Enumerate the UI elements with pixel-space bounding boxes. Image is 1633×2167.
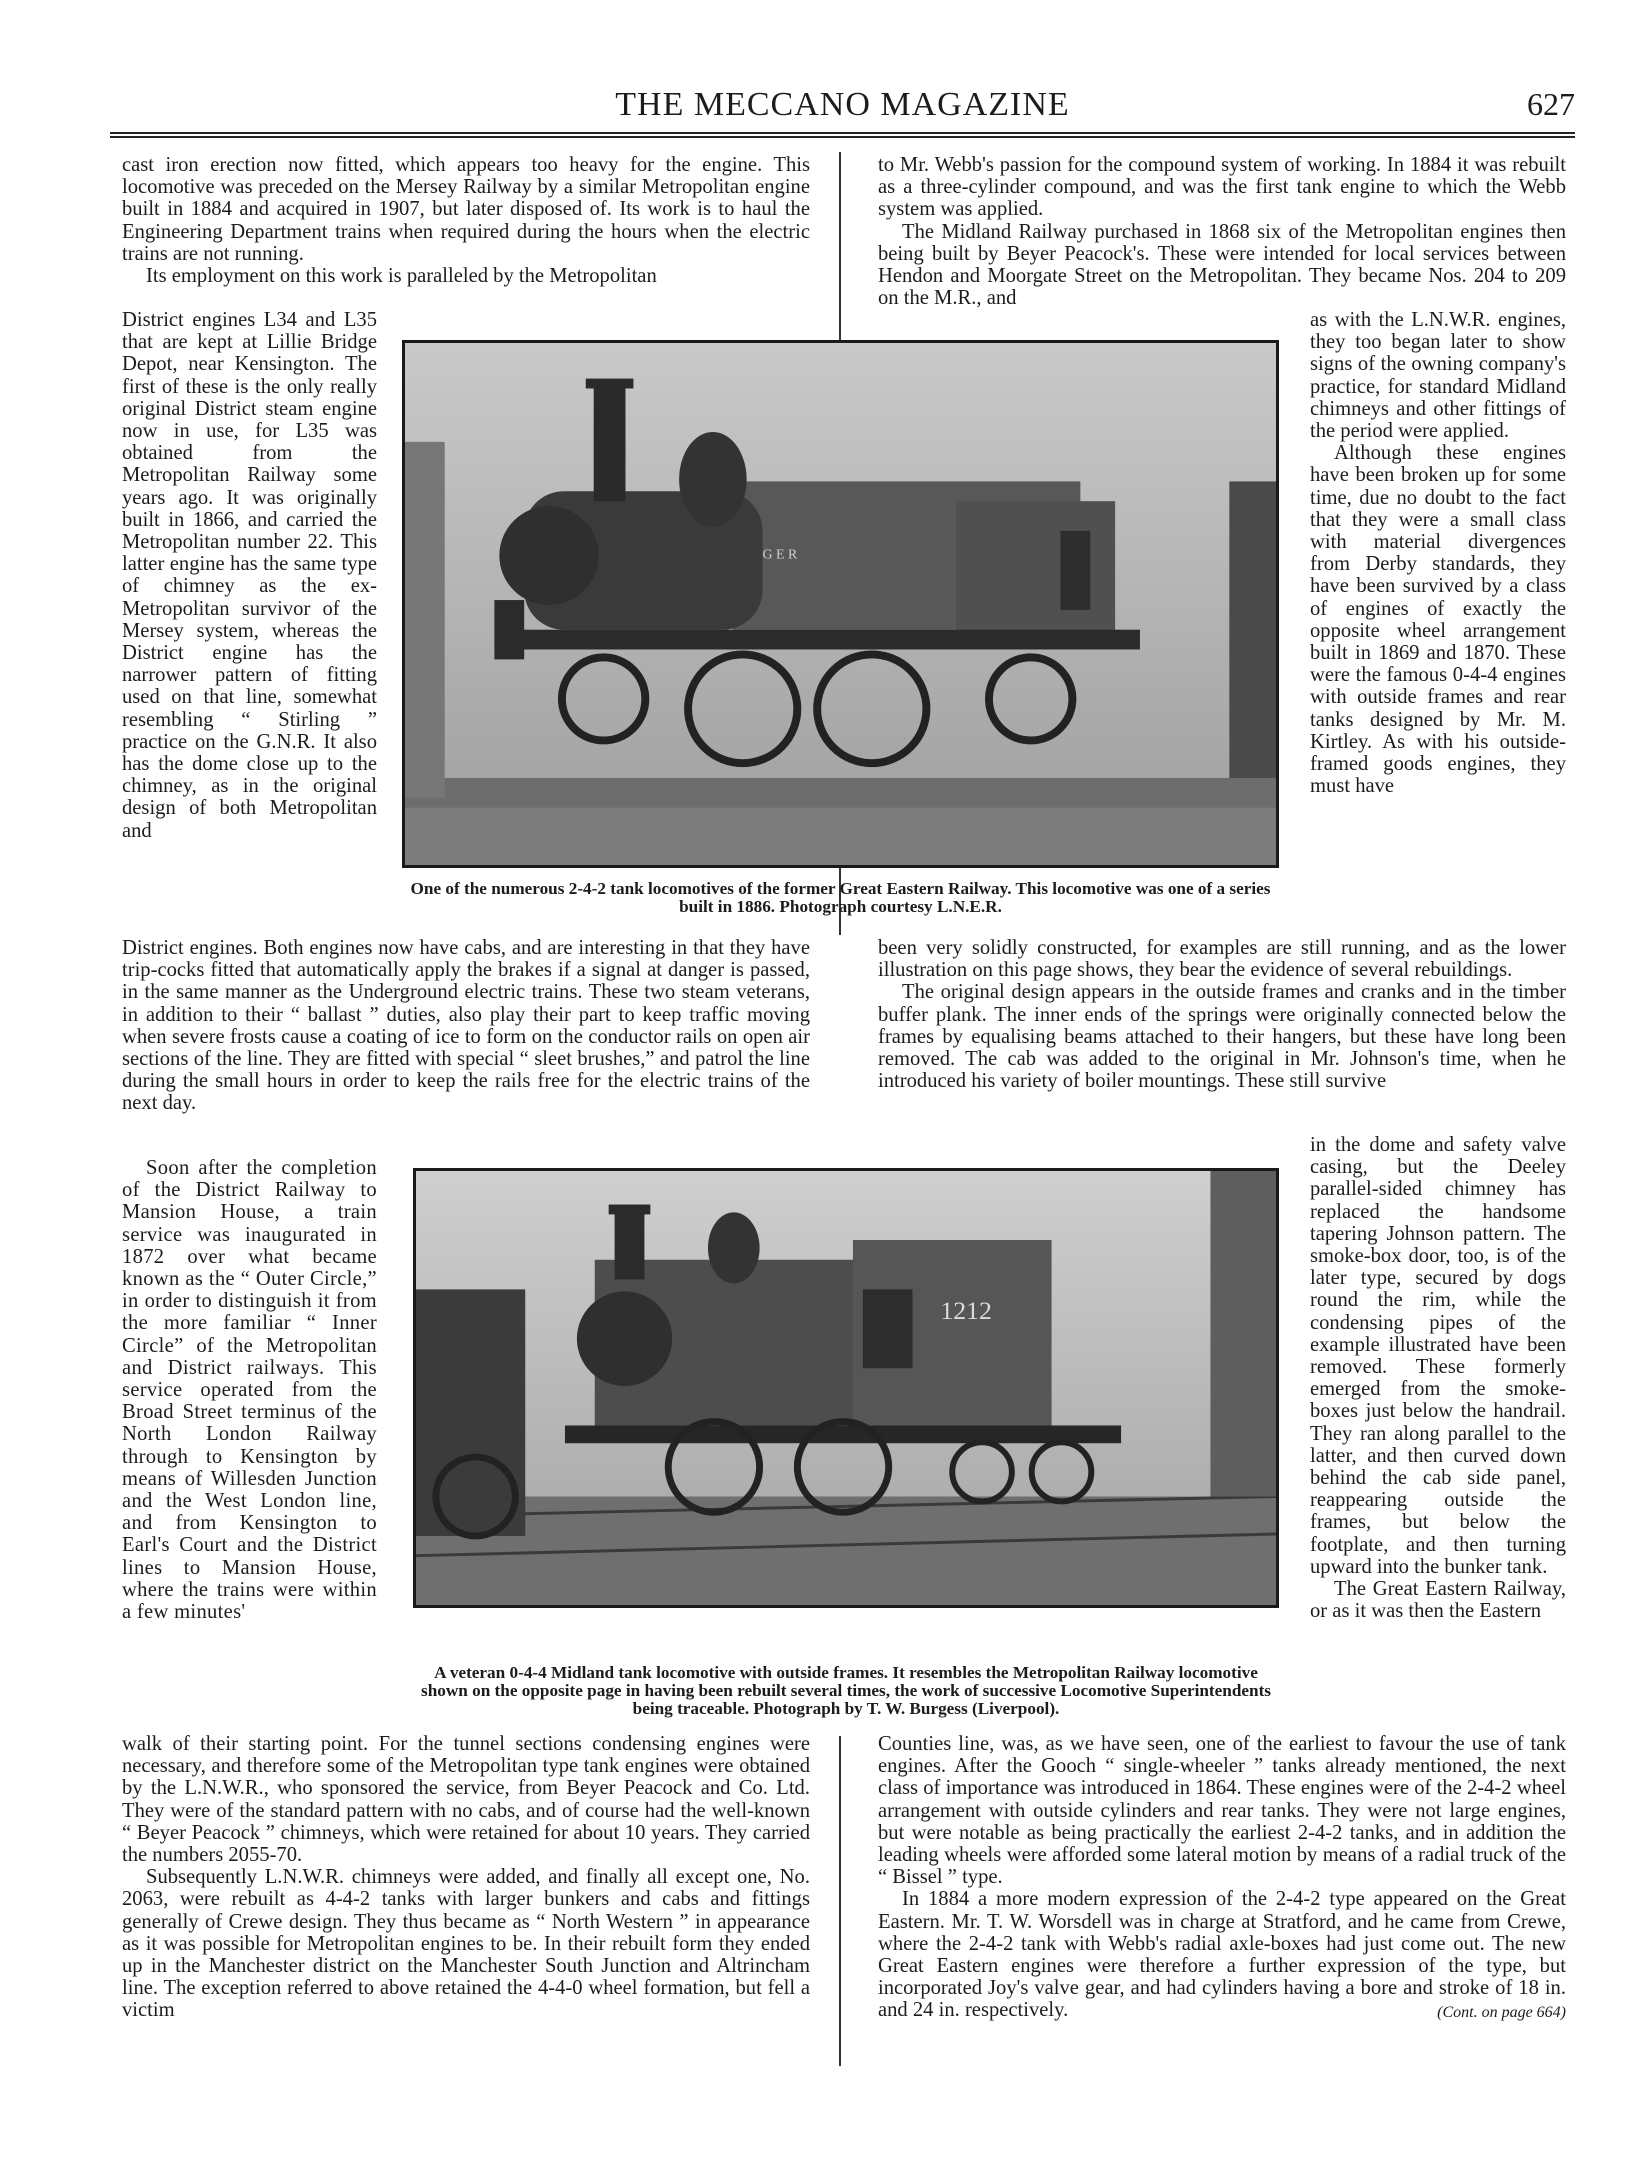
locomotive-illustration: [416, 1171, 1276, 1605]
paragraph: to Mr. Webb's passion for the compound system of working. In 1884 it was rebuilt as a three-cylinder compound, and was the first tank engine to which the Webb system was applied.: [878, 154, 1566, 221]
paragraph: The Midland Railway purchased in 1868 six of the Metropolitan engines then being built by Beyer Peacock's. These were intended for local services between Hendon and Moorgate Street on the Metropolitan. They became Nos. 204 to 209 on the M.R., and: [878, 220, 1566, 310]
photo-caption-2: A veteran 0-4-4 Midland tank locomotive with outside frames. It resembles the Metropolitan Railway locomotive shown on the opposite page in having been rebuilt several times, the work of successive Locomotive Superintendents being traceable. Photograph by T. W. Burgess (Liverpool).: [421, 1663, 1271, 1718]
header-rule-top: [110, 132, 1575, 134]
paragraph: cast iron erection now fitted, which appears too heavy for the engine. This locomotive was preceded on the Mersey Railway by a similar Metropolitan engine built in 1884 and acquired in 1907, but later disposed of. Its work is to haul the Engineering Department trains when required during the hours when the electric trains are not running.: [122, 154, 810, 265]
paragraph: walk of their starting point. For the tunnel sections condensing engines were necessary, and therefore some of the Metropolitan type tank engines were obtained by the L.N.W.R., who sponsored the service, from Beyer Peacock and Co. Ltd. They were of the standard pattern with no cabs, and of course had the well-known “ Beyer Peacock ” chimneys, which were retained for about 10 years. They carried the numbers 2055-70.: [122, 1733, 810, 1867]
number-plate: 1212: [940, 1296, 992, 1325]
page-header: [110, 82, 1575, 130]
continued-note: (Cont. on page 664): [1437, 2003, 1566, 2021]
photo-ger-tank-locomotive: [402, 340, 1279, 868]
locomotive-illustration: [405, 343, 1276, 865]
left-column-mid: [122, 937, 810, 1115]
paragraph: District engines L34 and L35 that are kept at Lillie Bridge Depot, near Kensington. The first of these is the only really original District steam engine now in use, for L35 was obtained from the Metropolitan Railway some years ago. It was originally built in 1866, and carried the Metropolitan number 22. This latter engine has the same type of chimney as the ex-Metropolitan survivor of the Mersey system, whereas the District engine has the narrower pattern of fitting used on that line, somewhat resembling “ Stirling ” practice on the G.N.R. It also has the dome close up to the chimney, as in the original design of both Metropolitan and: [122, 309, 377, 842]
paragraph: in the dome and safety valve casing, but the Deeley parallel-sided chimney has replaced the handsome tapering Johnson pattern. The smoke-box door, too, is of the later type, secured by dogs round the rim, while the condensing pipes of the example illustrated have been removed. These formerly emerged from the smoke-boxes just below the handrail. They ran along parallel to the latter, and then curved down behind the cab side panel, reappearing outside the frames, but below the footplate, and then turning upward into the bunker tank.: [1310, 1134, 1566, 1578]
paragraph: In 1884 a more modern expression of the 2-4-2 type appeared on the Great Eastern. Mr. T. W. Worsdell was in charge at Stratford, and he came from Crewe, where the 2-4-2 tank with Webb's radial axle-boxes had just come out. The new Great Eastern engines were therefore a further expression of the type, but incorporated Joy's valve gear, and had cylinders having a bore and stroke of 18 in. and 24 in. respectively.: [878, 1888, 1566, 2022]
paragraph: been very solidly constructed, for examples are still running, and as the lower illustration on this page shows, they bear the evidence of several rebuildings.: [878, 937, 1566, 982]
paragraph: The Great Eastern Railway, or as it was then the Eastern: [1310, 1578, 1566, 1623]
right-column-bottom: [878, 1733, 1566, 2024]
paragraph: Its employment on this work is paralleled by the Metropolitan: [146, 265, 657, 288]
right-column-top: [878, 154, 1566, 309]
left-column-narrow-1: [122, 309, 377, 842]
right-column-narrow-2: [1310, 1134, 1566, 1622]
photo-caption-1: One of the numerous 2-4-2 tank locomotives of the former Great Eastern Railway. This locomotive was one of a series built in 1886. Photograph courtesy L.N.E.R.: [410, 879, 1271, 916]
tank-lettering: G E R: [762, 547, 798, 563]
left-column-narrow-2: [122, 1157, 377, 1623]
right-column-narrow-1: [1310, 309, 1566, 797]
paragraph: Soon after the completion of the District Railway to Mansion House, a train service was inaugurated in 1872 over what became known as the “ Outer Circle,” in order to distinguish it from the more familiar “ Inner Circle” of the Metropolitan and District railways. This service operated from the Broad Street terminus of the North London Railway through to Kensington by means of Willesden Junction and the West London line, and from Kensington to Earl's Court and the District lines to Mansion House, where the trains were within a few minutes': [122, 1157, 377, 1624]
left-column-bottom: [122, 1733, 810, 2022]
column-divider-bottom: [839, 1736, 841, 2066]
paragraph: Subsequently L.N.W.R. chimneys were added, and finally all except one, No. 2063, were rebuilt as 4-4-2 tanks with larger bunkers and cabs and fittings generally of Crewe design. They thus became as “ North Western ” in appearance as it was possible for Metropolitan engines to be. In their rebuilt form they ended up in the Manchester district on the Manchester South Junction and Altrincham line. The exception referred to above retained the 4-4-0 wheel formation, but fell a victim: [122, 1866, 810, 2022]
photo-midland-tank-locomotive: [413, 1168, 1279, 1608]
paragraph: District engines. Both engines now have cabs, and are interesting in that they have trip-cocks fitted that automatically apply the brakes if a signal at danger is passed, in the same manner as the Underground electric trains. These two steam veterans, in addition to their “ ballast ” duties, also play their part to keep traffic moving when severe frosts cause a coating of ice to form on the conductor rails on open air sections of the line. They are fitted with special “ sleet brushes,” and patrol the line during the small hours in order to keep the rails free for the electric trains of the next day.: [122, 937, 810, 1115]
paragraph: Counties line, was, as we have seen, one of the earliest to favour the use of tank engines. After the Gooch “ single-wheeler ” tanks already mentioned, the next class of importance was introduced in 1864. These engines were of the 2-4-2 wheel arrangement with outside cylinders and rear tanks. They were not large engines, but were notable as being practically the earliest 2-4-2 tanks, and in addition the leading wheels were afforded some lateral motion by means of a radial truck of the “ Bissel ” type.: [878, 1733, 1566, 1889]
right-column-mid: [878, 937, 1566, 1092]
left-column-top: [122, 154, 810, 287]
page-number: 627: [1527, 86, 1575, 122]
header-rule-bottom: [110, 136, 1575, 138]
paragraph: The original design appears in the outside frames and cranks and in the timber buffer plank. The inner ends of the springs were originally connected below the frames by equalising beams attached to their hangers, but these have long been removed. The cab was added to the original in Mr. Johnson's time, when he introduced his variety of boiler mountings. These still survive: [878, 981, 1566, 1093]
paragraph: Although these engines have been broken up for some time, due no doubt to the fact that they were a small class with material divergences from Derby standards, they have been survived by a class of engines of exactly the opposite wheel arrangement built in 1869 and 1870. These were the famous 0-4-4 engines with outside frames and rear tanks designed by Mr. M. Kirtley. As with his outside-framed goods engines, they must have: [1310, 442, 1566, 798]
magazine-title: THE MECCANO MAGAZINE: [615, 86, 1070, 123]
paragraph: as with the L.N.W.R. engines, they too began later to show signs of the owning company's practice, for standard Midland chimneys and other fittings of the period were applied.: [1310, 309, 1566, 443]
